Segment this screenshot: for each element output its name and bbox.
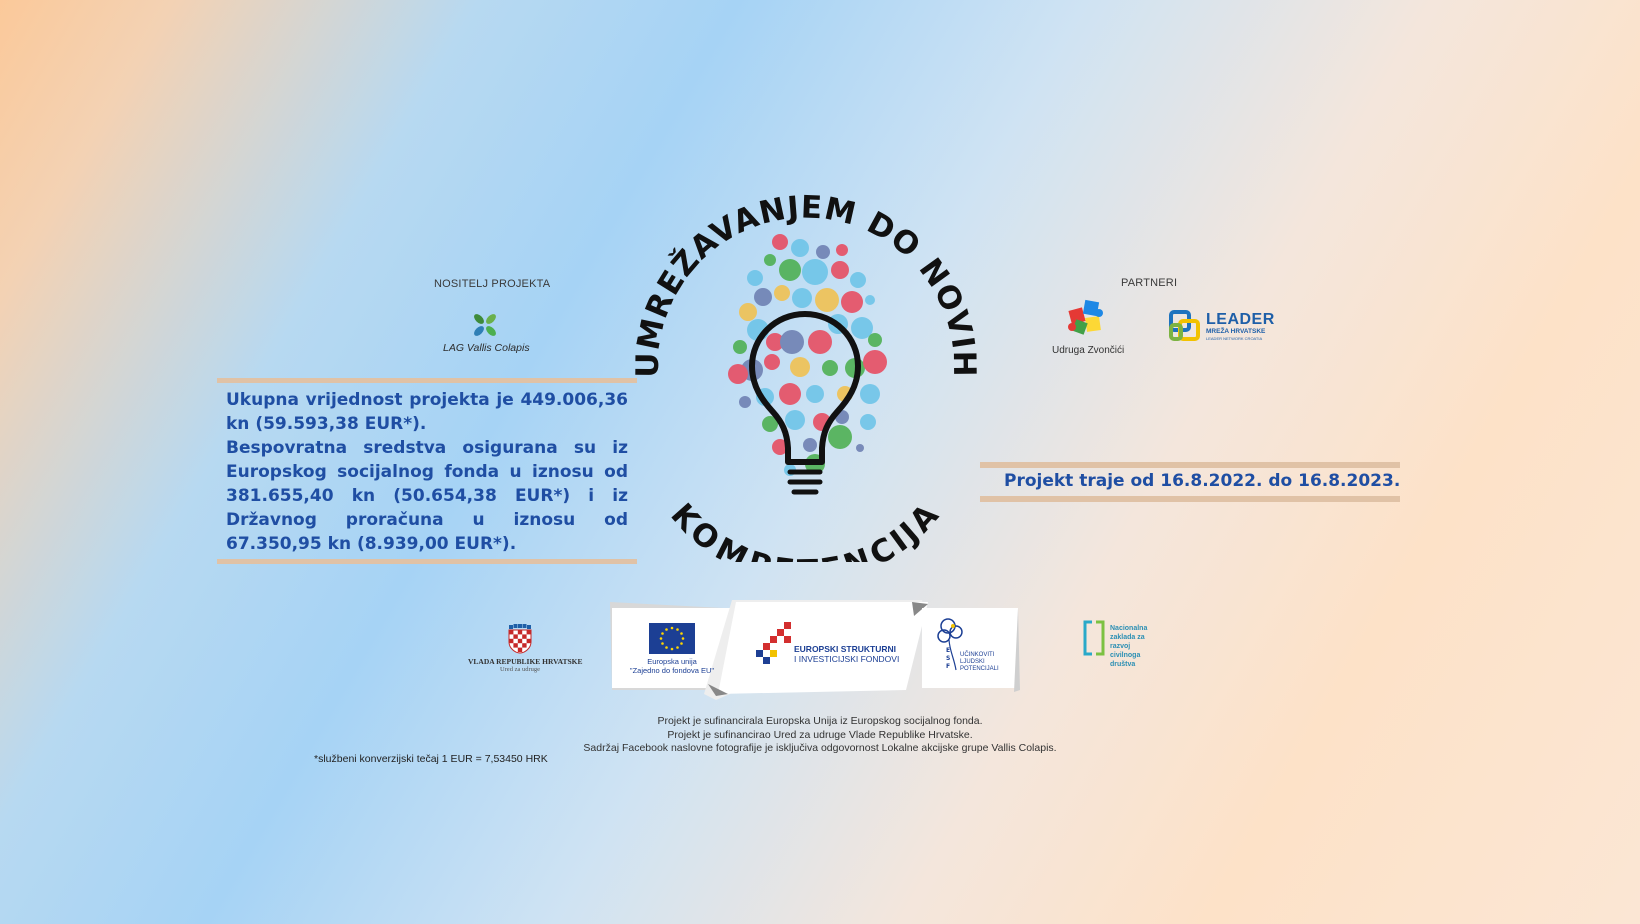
gov-sub: Ured za udruge — [499, 666, 541, 673]
eu-funds-banner — [606, 596, 1022, 700]
lag-vallis-colapis-logo — [440, 310, 530, 355]
eu-caption — [620, 657, 724, 675]
leader-sub: MREŽA HRVATSKE — [1206, 328, 1266, 335]
cost-paragraph-1: Ukupna vrijednost projekta je 449.006,36 kn (59.593,38 EUR*). — [226, 390, 628, 434]
duration-box-top-bar — [980, 462, 1400, 468]
partners-caption: PARTNERI — [1121, 277, 1178, 289]
project-logo — [630, 172, 980, 562]
esf-line1: UČINKOVITI — [960, 652, 995, 658]
esf-line2: LJUDSKI — [960, 659, 985, 665]
footer-line-3: Sadržaj Facebook naslovne fotografije je isključiva odgovornost Lokalne akcijske grupe Vallis Colapis. — [583, 742, 1057, 754]
duration-box-bottom-bar — [980, 496, 1400, 502]
lightbulb-icon — [630, 172, 980, 562]
esf-caption — [960, 652, 999, 673]
conversion-note: *službeni konverzijski tečaj 1 EUR = 7,53450 HRK — [314, 753, 548, 765]
nzrcd-line5: društva — [1110, 661, 1136, 668]
nzrcd-line1: Nacionalna — [1110, 625, 1148, 632]
leader-squares-icon — [1168, 309, 1202, 343]
cost-text — [226, 388, 628, 556]
esif-caption — [794, 644, 899, 664]
udruga-zvoncici-logo — [1052, 295, 1132, 357]
cost-paragraph-2: Bespovratna sredstva osigurana su iz Europskog socijalnog fonda u iznosu od 381.655,40 kn (50.654,38 EUR*) i iz Državnog proračuna u iznosu od 67.350,95 kn (8.939,00 EUR*). — [226, 438, 628, 554]
leader-title: LEADER — [1206, 311, 1275, 328]
cost-box-bottom-bar — [217, 559, 637, 564]
lead-caption: NOSITELJ PROJEKTA — [434, 278, 551, 290]
duration-text: Projekt traje od 16.8.2022. do 16.8.2023. — [1004, 471, 1401, 491]
footer-disclaimer — [520, 715, 1120, 756]
footer-line-2: Projekt je sufinancirao Ured za udruge Vlade Republike Hrvatske. — [667, 728, 973, 741]
eu-flag-icon — [649, 623, 695, 654]
croatian-coat-of-arms-icon — [508, 624, 532, 654]
leader-sub2: LEADER NETWORK CROATIA — [1206, 336, 1263, 341]
eu-line1: Europska unija — [647, 657, 697, 666]
nzrcd-bracket-icon — [1082, 620, 1106, 656]
eu-line2: "Zajedno do fondova EU" — [629, 666, 715, 675]
cost-box-top-bar — [217, 378, 637, 383]
nzrcd-line4: civilnoga — [1110, 652, 1141, 659]
lag-logo-text: LAG Vallis Colapis — [443, 342, 530, 354]
svg-text:F: F — [946, 663, 951, 670]
nzrcd-logo — [1082, 618, 1172, 674]
esif-line2: I INVESTICIJSKI FONDOVI — [794, 654, 900, 664]
footer-line-1: Projekt je sufinancirala Europska Unija iz Europskog socijalnog fonda. — [657, 715, 983, 727]
zvoncici-label: Udruga Zvončići — [1052, 345, 1125, 356]
nzrcd-line2: zaklada za — [1110, 634, 1145, 641]
esf-line3: POTENCIJALI — [960, 666, 999, 672]
leader-network-logo — [1168, 308, 1278, 348]
title-top-text: UMREŽAVANJEM DO NOVIH — [630, 189, 980, 378]
gov-name: VLADA REPUBLIKE HRVATSKE — [468, 657, 583, 666]
svg-text:E: E — [946, 647, 951, 654]
svg-text:S: S — [946, 655, 951, 662]
puzzle-icon — [1066, 297, 1112, 339]
nzrcd-line3: razvoj — [1110, 643, 1131, 650]
nzrcd-caption — [1110, 624, 1147, 669]
esif-line1: EUROPSKI STRUKTURNI — [794, 644, 897, 654]
croatian-government-logo — [468, 624, 583, 676]
title-bottom-text: KOM CIJA — [663, 496, 947, 562]
